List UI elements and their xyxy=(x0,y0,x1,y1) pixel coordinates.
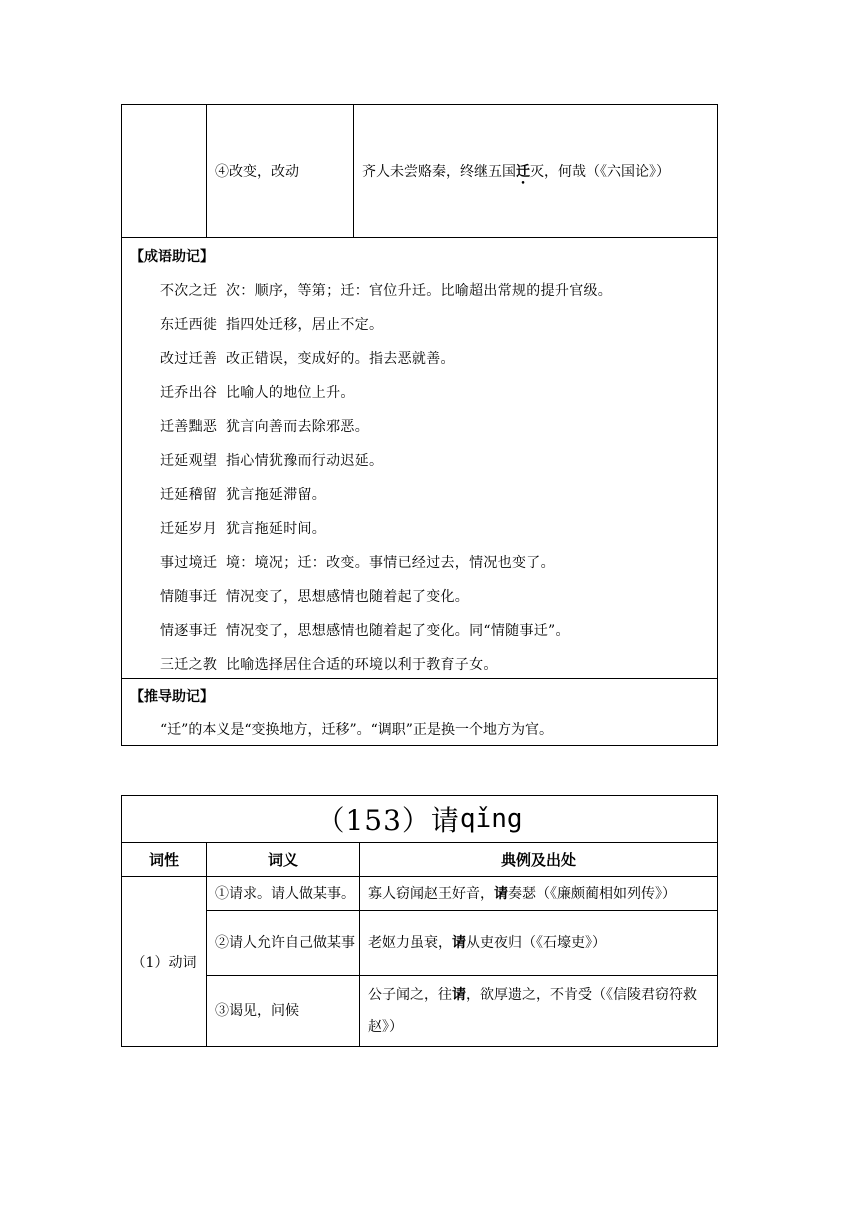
meaning-cell-1 xyxy=(206,876,360,911)
derivation-heading: 【推导助记】 xyxy=(130,689,214,705)
idiom-item xyxy=(160,654,498,674)
idiom-word: 迁延观望 xyxy=(160,453,218,469)
entry-title xyxy=(121,795,718,843)
header-pos: 词性 xyxy=(121,842,207,877)
idiom-word: 事过境迁 xyxy=(160,555,218,571)
emphasized-char: 请 • xyxy=(494,886,508,902)
emphasized-char: 请 • xyxy=(452,987,466,1003)
idiom-item xyxy=(160,280,612,300)
idiom-word: 迁延稽留 xyxy=(160,487,218,503)
idiom-definition: 境：境况；迁：改变。事情已经过去，情况也变了。 xyxy=(226,555,555,571)
idiom-definition: 比喻选择居住合适的环境以利于教育子女。 xyxy=(226,657,498,673)
example-cell-3 xyxy=(359,975,718,1047)
idiom-definition: 情况变了，思想感情也随着起了变化。 xyxy=(226,589,470,605)
example-text-2: 老妪力虽衰，请 •从吏夜归（《石壕吏》） xyxy=(368,927,606,959)
idiom-word: 迁延岁月 xyxy=(160,521,218,537)
table-cell-meaning xyxy=(206,104,354,238)
meaning-cell-2 xyxy=(206,910,360,976)
emphasized-char: 请 • xyxy=(452,935,466,951)
idiom-definition: 比喻人的地位上升。 xyxy=(226,385,355,401)
idiom-word: 东迁西徙 xyxy=(160,317,218,333)
emphasized-char: 迁 xyxy=(516,164,530,180)
header-example: 典例及出处 xyxy=(359,842,718,877)
idiom-item xyxy=(160,382,355,402)
idiom-word: 情随事迁 xyxy=(160,589,218,605)
meaning-text: ④改变，改动 xyxy=(215,164,299,180)
pos-cell: （1）动词 xyxy=(121,876,207,1047)
idiom-item xyxy=(160,450,383,470)
title-pinyin: qǐng xyxy=(459,804,523,834)
idiom-definition: 犹言拖延滞留。 xyxy=(226,487,327,503)
meaning-text-1: ①请求。请人做某事。 xyxy=(215,885,355,902)
idiom-definition: 指心情犹豫而行动迟延。 xyxy=(226,453,384,469)
title-text: （153）请 xyxy=(316,804,460,837)
idiom-word: 迁善黜恶 xyxy=(160,419,218,435)
idiom-item xyxy=(160,552,555,572)
idiom-item xyxy=(160,314,383,334)
header-meaning: 词义 xyxy=(206,842,360,877)
idioms-heading: 【成语助记】 xyxy=(130,249,214,265)
example-cell-2 xyxy=(359,910,718,976)
idiom-item xyxy=(160,416,369,436)
example-text: 齐人未尝赂秦，终继五国迁灭，何哉（《六国论》） xyxy=(362,164,670,180)
example-text-3: 公子闻之，往请 •，欲厚遗之，不肯受（《信陵君窃符救赵》） xyxy=(368,979,713,1043)
idiom-item xyxy=(160,586,469,606)
idiom-word: 迁乔出谷 xyxy=(160,385,218,401)
idiom-word: 不次之迁 xyxy=(160,283,218,299)
idiom-item xyxy=(160,484,326,504)
idiom-definition: 情况变了，思想感情也随着起了变化。同“情随事迁”。 xyxy=(226,623,570,639)
idiom-item xyxy=(160,620,570,640)
idiom-definition: 犹言拖延时间。 xyxy=(226,521,327,537)
meaning-text-3: ③谒见，问候 xyxy=(215,1003,299,1019)
idiom-definition: 次：顺序，等第；迁：官位升迁。比喻超出常规的提升官级。 xyxy=(226,283,613,299)
idiom-word: 三迁之教 xyxy=(160,657,218,673)
derivation-text: “迁”的本义是“变换地方，迁移”。“调职”正是换一个地方为官。 xyxy=(160,722,553,738)
example-cell-1 xyxy=(359,876,718,911)
idiom-definition: 改正错误，变成好的。指去恶就善。 xyxy=(226,351,455,367)
table-cell-example xyxy=(353,104,718,238)
meaning-cell-3 xyxy=(206,975,360,1047)
idiom-definition: 犹言向善而去除邪恶。 xyxy=(226,419,369,435)
example-text-1: 寡人窃闻赵王好音，请 •奏瑟（《廉颇蔺相如列传》） xyxy=(368,878,676,910)
meaning-text-2: ②请人允许自己做某事 xyxy=(215,935,355,951)
table-cell-pos-empty xyxy=(121,104,207,238)
idiom-word: 改过迁善 xyxy=(160,351,218,367)
idiom-item xyxy=(160,518,326,538)
idiom-word: 情逐事迁 xyxy=(160,623,218,639)
idiom-item xyxy=(160,348,455,368)
idiom-definition: 指四处迁移，居止不定。 xyxy=(226,317,384,333)
